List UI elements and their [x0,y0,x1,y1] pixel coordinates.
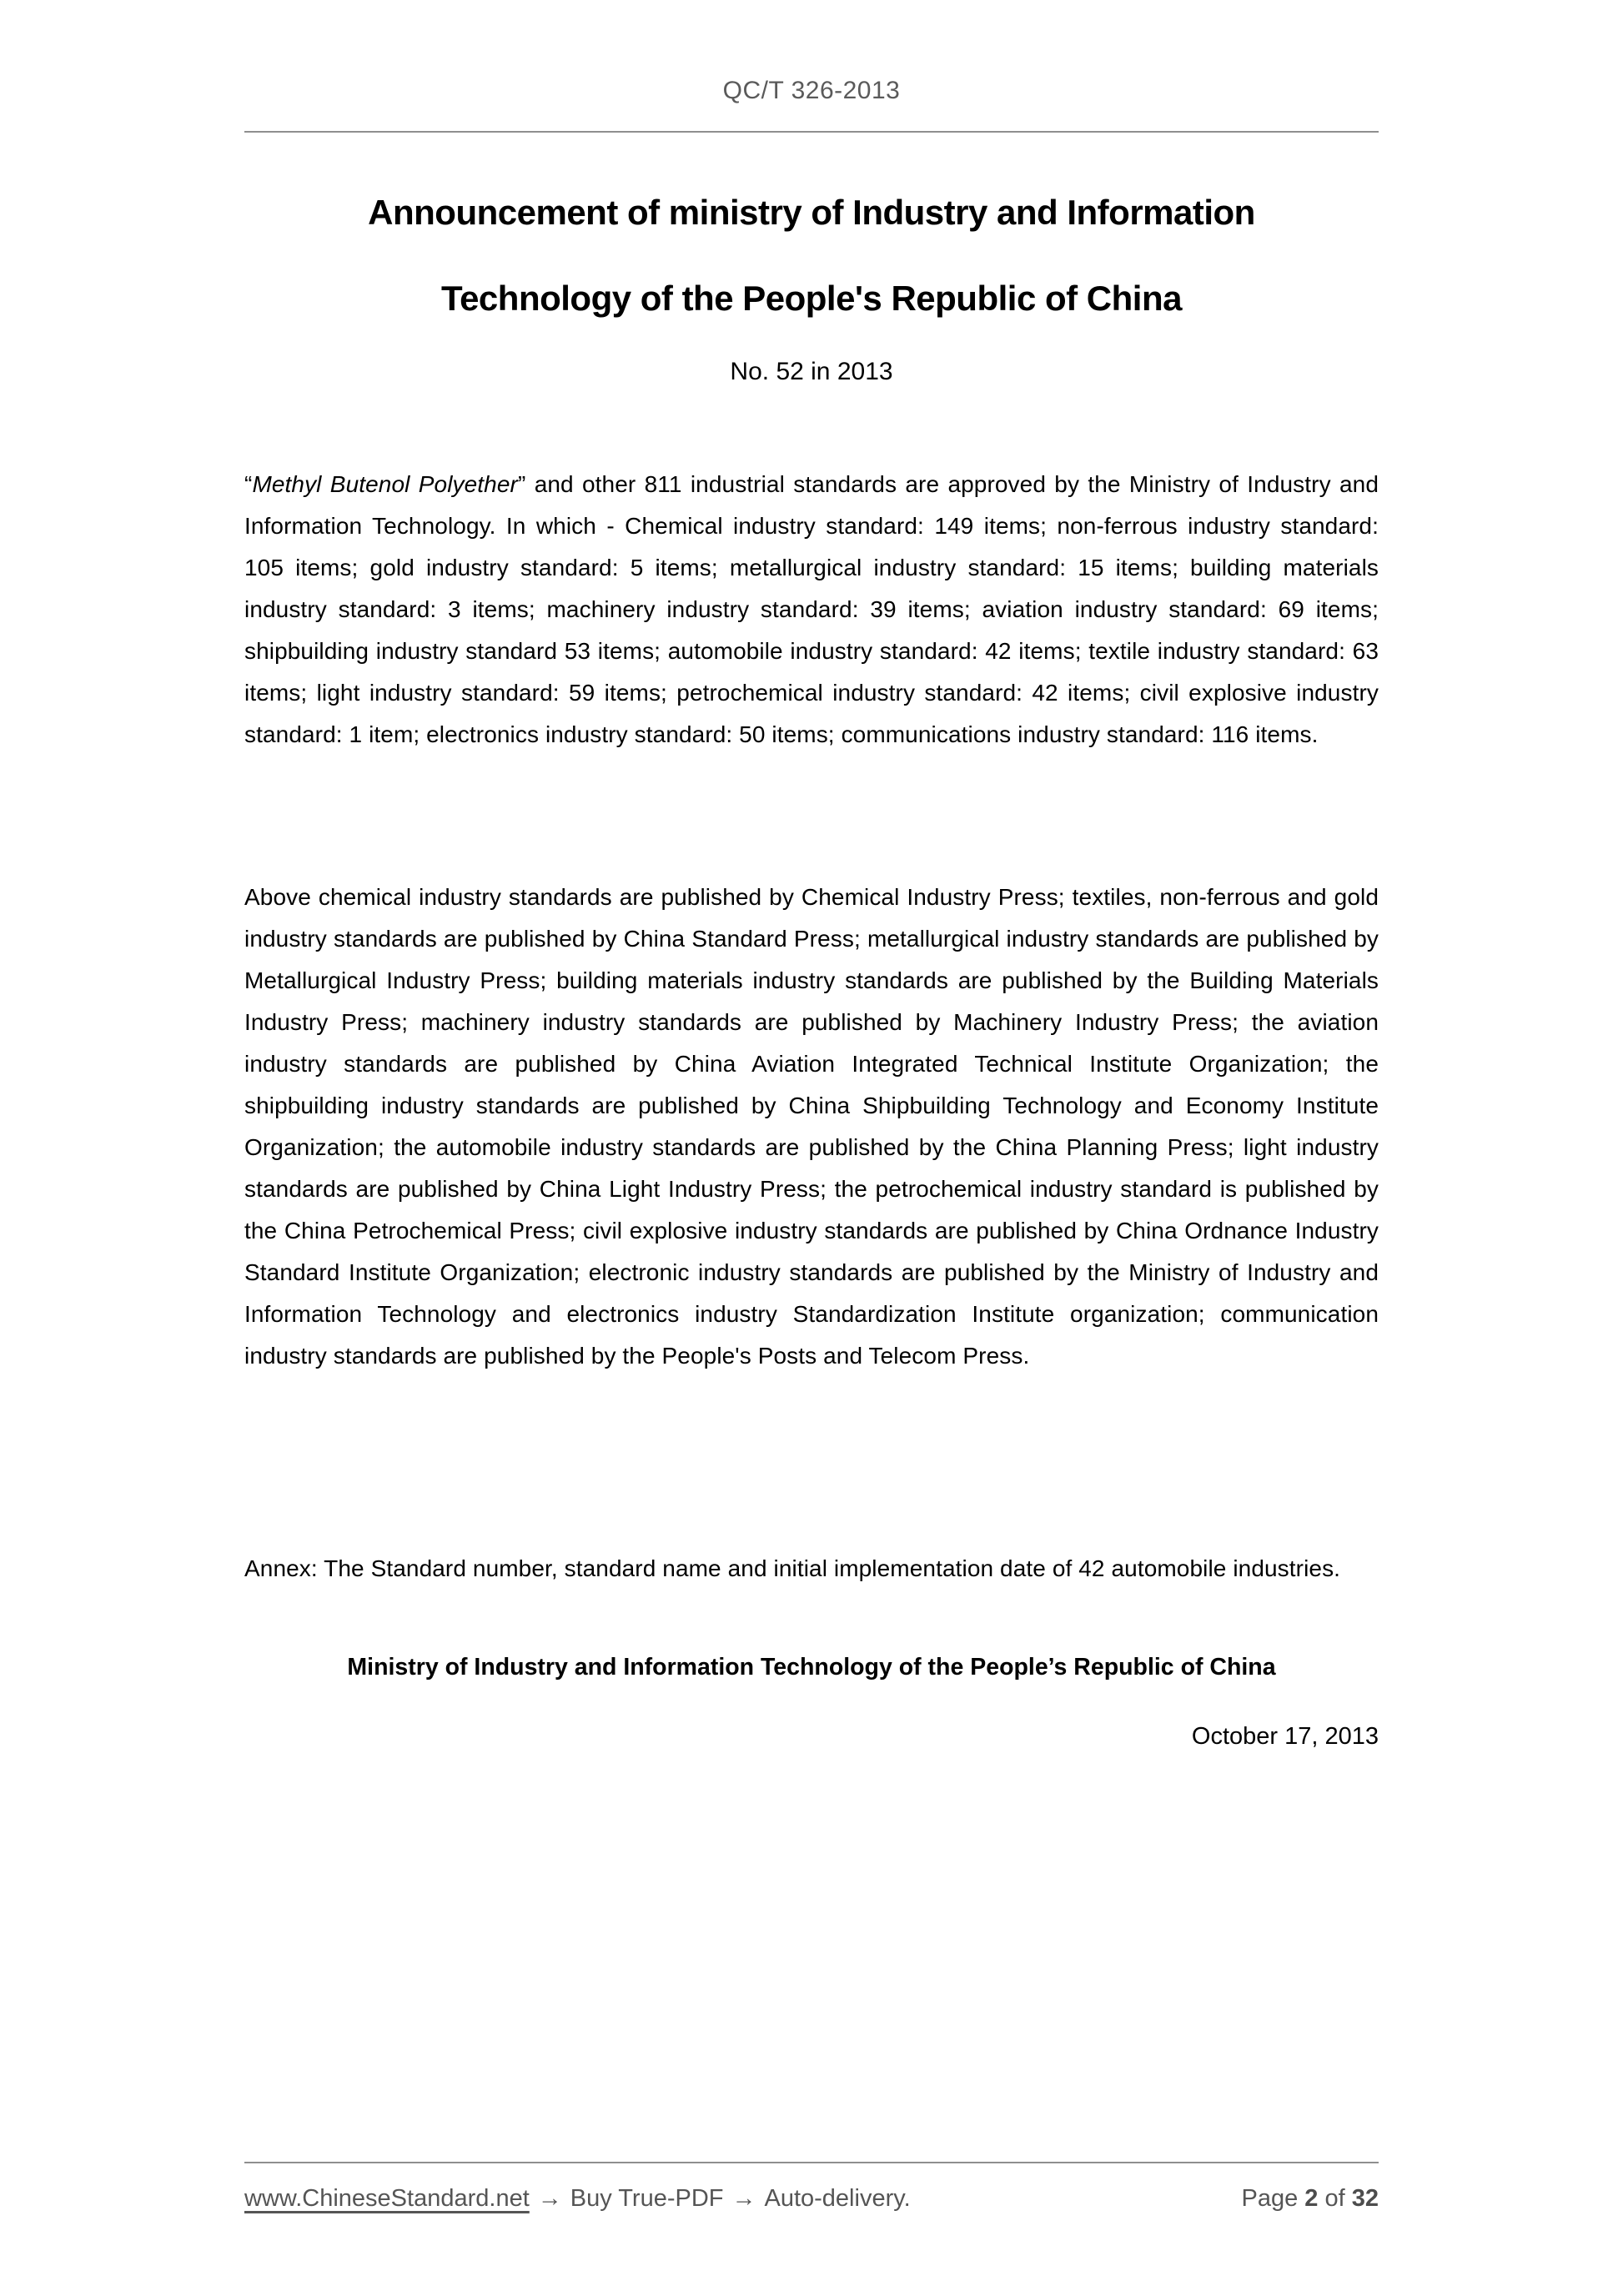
quoted-standard-name: Methyl Butenol Polyether [252,471,518,497]
page-number: 2 [1304,2185,1319,2212]
page-footer [244,2185,1379,2213]
paragraph-publishers: Above chemical industry standards are published by Chemical Industry Press; textiles, non-ferrous and gold industry standards are published by China Standard Press; metallurgical industry standards are published by Metallurgical Industry Press; building materials industry standards are published by the Building Materials Industry Press; machinery industry standards are published by Machinery Industry Press; the aviation industry standards are published by China Aviation Integrated Technical Institute Organization; the shipbuilding industry standards are published by China Shipbuilding Technology and Economy Institute Organization; the automobile industry standards are published by the China Planning Press; light industry standards are published by China Light Industry Press; the petrochemical industry standard is published by the China Petrochemical Press; civil explosive industry standards are published by China Ordnance Industry Standard Institute Organization; electronic industry standards are published by the Ministry of Industry and Information Technology and electronics industry Standardization Institute organization; communication industry standards are published by the People's Posts and Telecom Press. [244,884,1379,1369]
paragraph-standards-approval-text: ” and other 811 industrial standards are approved by the Ministry of Industry and Information Technology. In which - Chemical industry standard: 149 items; non-ferrous industry standard: 105 items; gold industry standard: 5 items; metallurgical industry standard: 15 items; building materials industry standard: 3 items; machinery industry standard: 39 items; aviation industry standard: 69 items; shipbuilding industry standard 53 items; automobile industry standard: 42 items; textile industry standard: 63 items; light industry standard: 59 items; petrochemical industry standard: 42 items; civil explosive industry standard: 1 item; electronics industry standard: 50 items; communications industry standard: 116 items. [244,471,1379,747]
document-title-line2: Technology of the People's Republic of China [441,279,1182,318]
footer-buy-text: Buy True-PDF [570,2185,724,2212]
signature-line: Ministry of Industry and Information Technology of the People’s Republic of China [347,1654,1276,1681]
date-line: October 17, 2013 [1191,1723,1379,1750]
opening-quote: “ [244,471,253,497]
page-header-standard-code: QC/T 326-2013 [722,77,901,104]
paragraph-annex: Annex: The Standard number, standard name and initial implementation date of 42 automobile industries. [244,1555,1341,1581]
document-title-line1: Announcement of ministry of Industry and Information [368,193,1255,232]
footer-delivery-text: Auto-delivery. [764,2185,911,2212]
footer-divider [244,2162,1379,2163]
right-arrow-icon: → [537,2185,562,2212]
right-arrow-icon: → [731,2185,756,2212]
footer-website-link[interactable]: www.ChineseStandard.net [244,2185,530,2212]
page-label: Page [1241,2185,1299,2212]
paragraph-standards-approval [244,464,1379,756]
of-label: of [1324,2185,1345,2212]
total-pages: 32 [1351,2185,1379,2212]
document-number: No. 52 in 2013 [730,358,893,385]
footer-page-indicator [1241,2185,1379,2213]
header-divider [244,131,1379,133]
footer-left [244,2185,911,2213]
